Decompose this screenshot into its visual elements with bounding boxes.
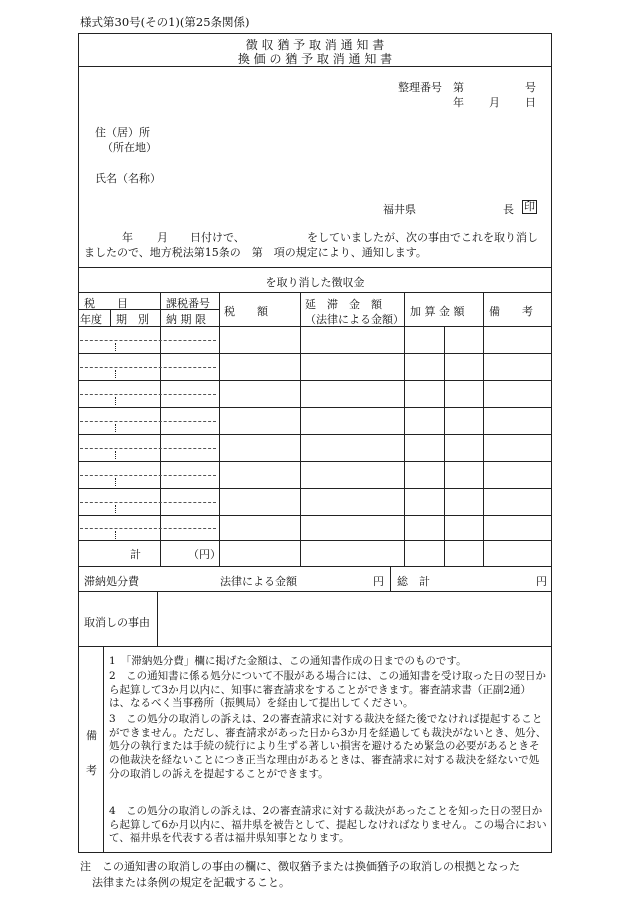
fees-legal: 法律による金額 bbox=[220, 575, 297, 588]
row-dash bbox=[80, 475, 216, 476]
fees-bottom-line bbox=[78, 591, 552, 592]
row-tick bbox=[115, 424, 116, 432]
sum-yen: 円 bbox=[536, 575, 547, 588]
reference-dai: 第 bbox=[453, 81, 464, 94]
table-section-title: を取り消した徴収金 bbox=[265, 276, 365, 289]
date-day: 日 bbox=[525, 96, 536, 109]
sum-label: 総 計 bbox=[397, 575, 430, 588]
row-tick bbox=[115, 451, 116, 459]
title-divider bbox=[78, 66, 552, 67]
seal-text: 印 bbox=[524, 200, 535, 213]
table-row bbox=[78, 488, 552, 489]
row-tick bbox=[115, 505, 116, 513]
body-year: 年 bbox=[122, 231, 133, 244]
row-tick bbox=[115, 397, 116, 405]
notes-label-top: 備 bbox=[86, 729, 97, 742]
body-line-1: をしていましたが、次の事由でこれを取り消し bbox=[307, 231, 538, 244]
vline-kazei bbox=[160, 292, 161, 566]
table-row bbox=[78, 515, 552, 516]
total-bottom-line bbox=[78, 566, 552, 567]
row-tick bbox=[115, 531, 116, 539]
name-label: 氏名（名称） bbox=[95, 172, 161, 185]
note-1 bbox=[109, 655, 547, 669]
body-day: 日付けで、 bbox=[190, 231, 245, 244]
address-label: 住（居）所 bbox=[95, 126, 150, 139]
vline-nendo bbox=[110, 309, 111, 326]
issuer-chief: 長 bbox=[503, 203, 514, 216]
reference-go: 号 bbox=[525, 81, 536, 94]
header-zeigaku: 税 額 bbox=[224, 305, 268, 318]
date-year: 年 bbox=[453, 96, 464, 109]
row-dash bbox=[80, 448, 216, 449]
reason-label: 取消しの事由 bbox=[84, 616, 150, 629]
vline-kasan bbox=[404, 292, 405, 566]
row-tick bbox=[115, 343, 116, 351]
row-tick bbox=[115, 478, 116, 486]
table-row bbox=[78, 461, 552, 462]
header-kazei-no: 課税番号 bbox=[166, 297, 210, 310]
header-kasan: 加 算 金 額 bbox=[410, 305, 465, 318]
fees-split bbox=[390, 566, 391, 591]
header-biko: 備 考 bbox=[489, 305, 533, 318]
header-kibetsu: 期 別 bbox=[116, 313, 149, 326]
row-dash bbox=[80, 528, 216, 529]
header-nendo: 年度 bbox=[80, 313, 102, 326]
note-2 bbox=[109, 670, 547, 711]
title-line-2: 換 価 の 猶 予 取 消 通 知 書 bbox=[237, 52, 393, 66]
title-line-1: 徴 収 猶 予 取 消 通 知 書 bbox=[245, 38, 385, 52]
reason-split bbox=[157, 591, 158, 646]
notes-label-bottom: 考 bbox=[86, 764, 97, 777]
reason-bottom-line bbox=[78, 646, 552, 647]
table-row bbox=[78, 380, 552, 381]
header-entai-sub: （法律による金額） bbox=[305, 313, 404, 326]
date-month: 月 bbox=[489, 96, 500, 109]
seal-mark bbox=[522, 200, 537, 214]
vline-biko bbox=[483, 292, 484, 566]
notes-split bbox=[103, 646, 104, 853]
header-nouki: 納 期 限 bbox=[166, 313, 206, 326]
table-top-line bbox=[78, 292, 552, 293]
vline-kasan-split bbox=[444, 326, 445, 566]
body-line-2: ましたので、地方税法第15条の 第 項の規定により、通知します。 bbox=[84, 246, 427, 259]
fees-label: 滞納処分費 bbox=[84, 575, 139, 588]
row-dash bbox=[80, 421, 216, 422]
table-row bbox=[78, 353, 552, 354]
vline-zeigaku bbox=[219, 292, 220, 566]
row-dash bbox=[80, 502, 216, 503]
row-tick bbox=[115, 370, 116, 378]
header-bottom-line bbox=[78, 326, 552, 327]
footnote-line-1: 注 この通知書の取消しの事由の欄に、徴収猶予または換価猶予の取消しの根拠となった bbox=[80, 860, 520, 873]
section-divider bbox=[78, 267, 552, 268]
row-dash bbox=[80, 340, 216, 341]
note-2-text: 2 この通知書に係る処分について不服がある場合には、この通知書を受け取った日の翌日から起算して3か月以内に、知事に審査請求をすることができます。審査請求書（正副2通）は、なるべく当事務所（振興局）を経由して提出してください。 bbox=[109, 670, 546, 710]
issuer-pref: 福井県 bbox=[383, 203, 416, 216]
note-4-text: 4 この処分の取消しの訴えは、2の審査請求に対する裁決があったことを知った日の翌日から起算して6か月以内に、福井県を被告として、提起しなければなりません。この場合において、福井県を代表する者は福井県知事となります。 bbox=[109, 805, 547, 845]
address-sub-label: （所在地） bbox=[102, 141, 157, 154]
header-zeimoku: 税 目 bbox=[84, 297, 128, 310]
table-row bbox=[78, 540, 552, 541]
row-dash bbox=[80, 394, 216, 395]
table-row bbox=[78, 434, 552, 435]
total-label: 計 bbox=[130, 548, 141, 561]
footnote-line-2: 法律または条例の規定を記載すること。 bbox=[92, 876, 290, 889]
header-entai: 延 滞 金 額 bbox=[305, 298, 382, 311]
form-label: 様式第30号(その1)(第25条関係) bbox=[80, 15, 250, 29]
note-3 bbox=[109, 713, 547, 782]
header-mid-line bbox=[78, 309, 220, 310]
fees-yen: 円 bbox=[373, 575, 384, 588]
total-unit: （円） bbox=[188, 548, 221, 561]
note-1-text: 1 「滞納処分費」欄に掲げた金額は、この通知書作成の日までのものです。 bbox=[109, 655, 467, 667]
body-month: 月 bbox=[157, 231, 168, 244]
table-row bbox=[78, 407, 552, 408]
note-3-text: 3 この処分の取消しの訴えは、2の審査請求に対する裁決を経た後でなければ提起することができません。ただし、審査請求があった日から3か月を経過しても裁決がないとき、処分、処分の執行または手続の続行により生ずる著しい損害を避けるため緊急の必要があるときその他裁決を経ないことにつき正当な理由があるときは、審査請求に対する裁決を経ないで処分の取消しの訴えを提起することができます。 bbox=[109, 713, 547, 780]
note-4 bbox=[109, 805, 547, 846]
row-dash bbox=[80, 367, 216, 368]
reference-label: 整理番号 bbox=[398, 81, 442, 94]
vline-entai bbox=[300, 292, 301, 566]
